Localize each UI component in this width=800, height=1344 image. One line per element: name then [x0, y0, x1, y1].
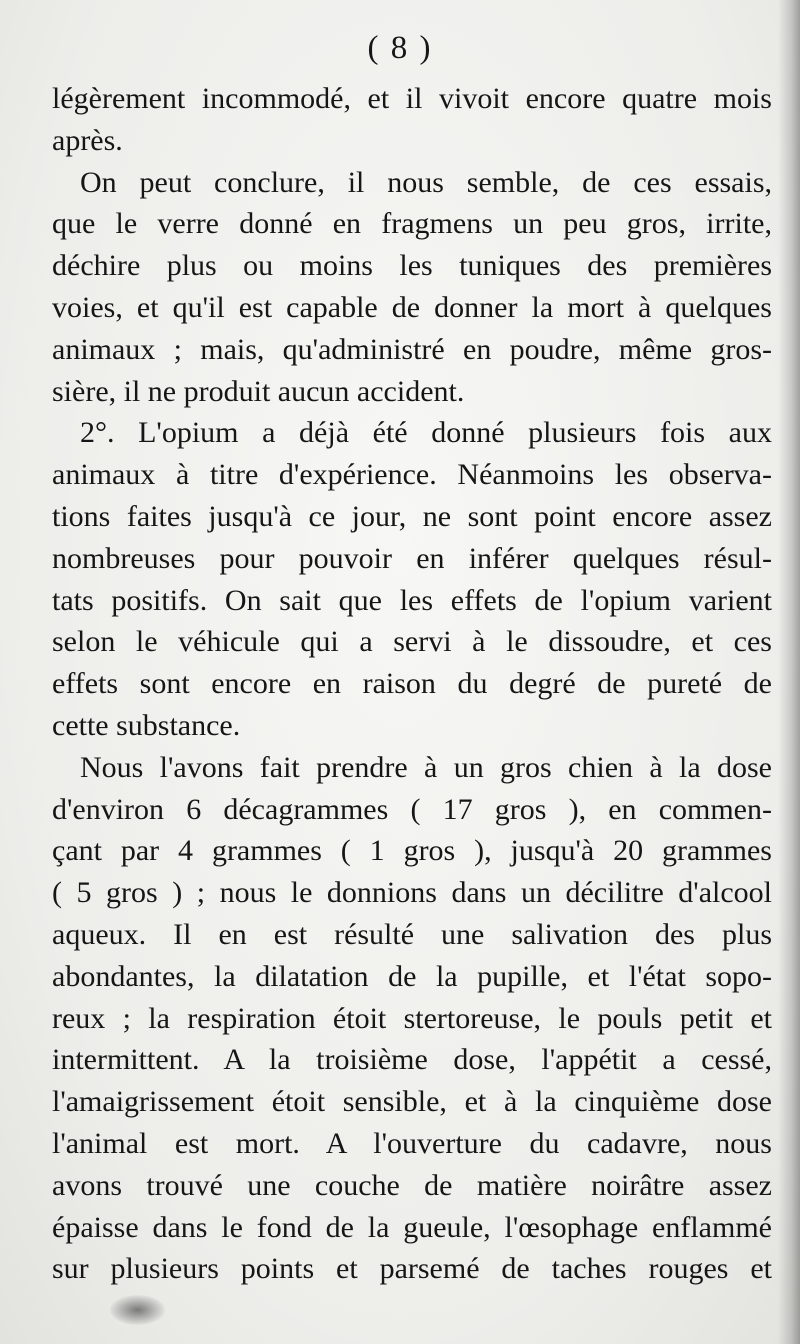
text-line: ( 5 gros ) ; nous le donnions dans un décilitre d'alcool — [52, 876, 772, 910]
text-line: reux ; la respiration étoit stertoreuse, le pouls petit et — [52, 1001, 772, 1035]
text-line: que le verre donné en fragmens un peu gros, irrite, — [52, 207, 772, 241]
body-text — [52, 78, 772, 1290]
text-line: nombreuses pour pouvoir en inférer quelques résul- — [52, 541, 772, 575]
text-line: l'amaigrissement étoit sensible, et à la cinquième dose — [52, 1085, 772, 1119]
text-line: avons trouvé une couche de matière noirâtre assez — [52, 1168, 772, 1202]
text-line: animaux à titre d'expérience. Néanmoins les observa- — [52, 458, 772, 492]
text-line: épaisse dans le fond de la gueule, l'œsophage enflammé — [52, 1210, 772, 1244]
page-edge-shadow — [778, 0, 800, 1344]
text-line: aqueux. Il en est résulté une salivation des plus — [52, 917, 772, 951]
text-line: sière, il ne produit aucun accident. — [52, 374, 465, 408]
text-line: légèrement incommodé, et il vivoit encore quatre mois — [52, 82, 772, 115]
text-line: après. — [52, 123, 123, 157]
text-line: d'environ 6 décagrammes ( 17 gros ), en commen- — [52, 792, 772, 826]
text-line: intermittent. A la troisième dose, l'appétit a cessé, — [52, 1043, 772, 1077]
page-number: ( 8 ) — [367, 30, 433, 66]
text-line: Nous l'avons fait prendre à un gros chien à la dose — [80, 750, 772, 784]
text-line: tions faites jusqu'à ce jour, ne sont point encore assez — [52, 499, 772, 533]
text-line: déchire plus ou moins les tuniques des premières — [52, 249, 772, 283]
text-line: cette substance. — [52, 708, 241, 742]
text-line: tats positifs. On sait que les effets de l'opium varient — [52, 583, 772, 617]
text-line: sur plusieurs points et parsemé de taches rouges et — [52, 1252, 772, 1286]
text-line: çant par 4 grammes ( 1 gros ), jusqu'à 20 grammes — [52, 834, 772, 868]
text-line: 2°. L'opium a déjà été donné plusieurs fois aux — [80, 416, 772, 450]
text-line: abondantes, la dilatation de la pupille, et l'état sopo- — [52, 959, 772, 993]
text-line: l'animal est mort. A l'ouverture du cadavre, nous — [52, 1126, 772, 1160]
text-line: selon le véhicule qui a servi à le dissoudre, et ces — [52, 625, 772, 659]
text-line: voies, et qu'il est capable de donner la mort à quelques — [52, 290, 772, 324]
text-line: On peut conclure, il nous semble, de ces essais, — [80, 165, 772, 199]
text-line: effets sont encore en raison du degré de pureté de — [52, 667, 772, 701]
text-line: animaux ; mais, qu'administré en poudre, même gros- — [52, 332, 772, 366]
ink-smudge — [110, 1295, 165, 1325]
